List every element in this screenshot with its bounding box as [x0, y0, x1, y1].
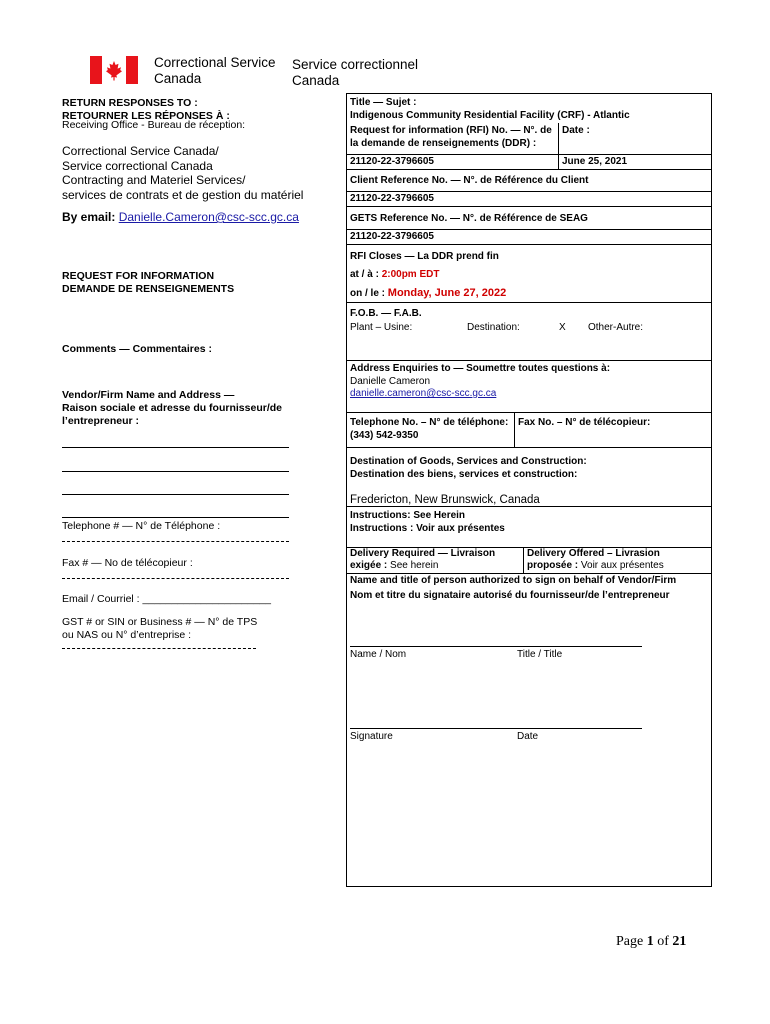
telephone-cell: Telephone No. – N° de téléphone: (343) 542-9350 [350, 417, 509, 441]
date-value: June 25, 2021 [562, 156, 628, 167]
rfi-closes-label: RFI Closes — La DDR prend fin [350, 251, 499, 262]
org-name-en: Correctional Service Canada [154, 55, 276, 86]
rfi-number-label: Request for information (RFI) No. — N°. de la demande de renseignements (DDR) : [350, 125, 552, 149]
org-name-fr: Service correctionnel Canada [292, 57, 419, 88]
return-address: Correctional Service Canada/ Service correctional Canada Contracting and Materiel Services/ services de contrats et de gestion du matériel [62, 144, 304, 202]
vendor-line-1[interactable] [62, 447, 289, 448]
email-field[interactable]: Email / Courriel : ______________________ [62, 593, 271, 605]
vendor-label: Vendor/Firm Name and Address — Raison sociale et adresse du fournisseur/de l’entrepreneur : [62, 389, 282, 427]
telephone-label: Telephone # — N° de Téléphone : [62, 520, 221, 532]
rfi-number-value: 21120-22-3796605 [350, 156, 434, 167]
receiving-office: Receiving Office - Bureau de réception: [62, 119, 246, 131]
fob-destination-mark: X [559, 322, 566, 333]
rfi-details-panel [346, 93, 712, 887]
canada-flag-icon [90, 56, 138, 84]
date-label: Date : [562, 125, 590, 136]
comments-label: Comments — Commentaires : [62, 343, 212, 355]
enquiries-email-link[interactable]: danielle.cameron@csc-scc.gc.ca [350, 388, 497, 399]
signature-label: Signature [350, 731, 393, 742]
telephone-field[interactable] [62, 541, 289, 542]
by-email: By email: Danielle.Cameron@csc-scc.gc.ca [62, 210, 299, 224]
destination-label: Destination of Goods, Services and Construction: Destination des biens, services et construction: [350, 456, 587, 480]
client-reference-label: Client Reference No. — N°. de Référence du Client [350, 175, 589, 186]
signature-date-line[interactable] [350, 728, 642, 729]
fax-label: Fax # — No de télécopieur : [62, 557, 193, 569]
fax-label-cell: Fax No. – N° de télécopieur: [518, 417, 651, 428]
fob-other: Other-Autre: [588, 322, 644, 333]
gst-field[interactable] [62, 648, 256, 649]
enquiries-cell: Address Enquiries to — Soumettre toutes questions à: Danielle Cameron danielle.cameron@csc-scc.gc.ca [350, 363, 710, 401]
title-field-label: Title / Title [517, 649, 563, 660]
title-cell: Title — Sujet : Indigenous Community Residential Facility (CRF) - Atlantic [350, 97, 630, 121]
name-title-line[interactable] [350, 646, 642, 647]
gst-label: GST # or SIN or Business # — N° de TPS ou NAS ou N° d’entreprise : [62, 616, 258, 641]
vendor-line-2[interactable] [62, 471, 289, 472]
date-field-label: Date [517, 731, 539, 742]
authorized-signatory-label: Name and title of person authorized to sign on behalf of Vendor/Firm Nom et titre du signataire autorisé du fournisseur/de l’entrepreneur [350, 575, 677, 601]
closing-time: at / à : 2:00pm EDT [350, 269, 440, 280]
return-responses-heading: RETURN RESPONSES TO : RETOURNER LES RÉPONSES À : [62, 97, 230, 122]
fob-destination: Destination: [467, 322, 520, 333]
fob-plant: Plant – Usine: [350, 322, 413, 333]
return-email-link[interactable]: Danielle.Cameron@csc-scc.gc.ca [118, 210, 299, 224]
page-number: Page 1 of 21 [616, 934, 687, 949]
closing-date: on / le : Monday, June 27, 2022 [350, 287, 507, 299]
vendor-line-3[interactable] [62, 494, 289, 495]
delivery-offered: Delivery Offered – Livrasion proposée : Voir aux présentes [527, 548, 664, 571]
destination-value: Fredericton, New Brunswick, Canada [350, 494, 540, 506]
gets-reference-value: 21120-22-3796605 [350, 231, 434, 242]
name-label: Name / Nom [350, 649, 407, 660]
fob-label: F.O.B. — F.A.B. [350, 308, 422, 319]
gets-reference-label: GETS Reference No. — N°. de Référence de SEAG [350, 213, 588, 224]
client-reference-value: 21120-22-3796605 [350, 193, 434, 204]
instructions-cell: Instructions: See Herein Instructions : Voir aux présentes [350, 510, 505, 534]
fax-field[interactable] [62, 578, 289, 579]
rfi-heading: REQUEST FOR INFORMATION DEMANDE DE RENSEIGNEMENTS [62, 270, 235, 295]
delivery-required: Delivery Required — Livraison exigée : See herein [350, 548, 496, 571]
vendor-line-4[interactable] [62, 517, 289, 518]
